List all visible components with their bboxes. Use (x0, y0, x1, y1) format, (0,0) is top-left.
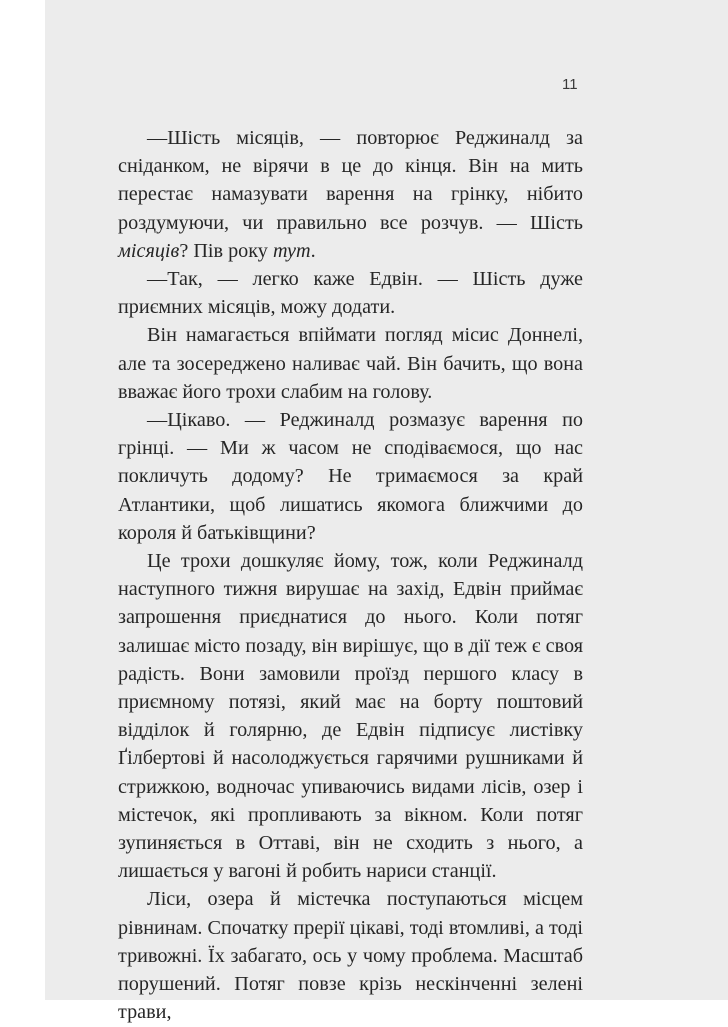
paragraph-6 (118, 885, 583, 1026)
paragraph-text: Він намагається впіймати погляд місис Доннелі, але та зосереджено наливає чай. Він бачить, що вона вважає його трохи слабим на голову. (118, 324, 583, 403)
paragraph-text: Ліси, озера й містечка поступаються місцем рівнинам. Спочатку прерії цікаві, тоді втомливі, а тоді тривожні. Їх забагато, ось у чому проблема. Масштаб порушений. Потяг повзе крізь нескінченні зелені трави, (118, 888, 583, 1024)
emphasis-text: місяців (118, 239, 180, 262)
body-text (118, 124, 583, 1027)
paragraph-1 (118, 124, 583, 265)
paragraph-3 (118, 321, 583, 406)
paragraph-2 (118, 265, 583, 321)
page-number: 11 (562, 76, 578, 93)
paragraph-text: —Так, — легко каже Едвін. — Шість дуже приємних місяців, можу додати. (118, 268, 583, 319)
emphasis-text: тут (272, 239, 311, 262)
paragraph-text: ? Пів року (179, 239, 273, 262)
paragraph-text: . (310, 239, 316, 262)
paragraph-text: Це трохи дошкуляє йому, тож, коли Реджиналд наступного тижня вирушає на захід, Едвін приймає запрошення приєднатися до нього. Коли потяг залишає місто позаду, він вирішує, що в дії теж є своя радість. Вони замовили проїзд першого класу в приємному потязі, який має на борту поштовий відділок й голярню, де Едвін підписує листівку Ґілбертові й насолоджується гарячими рушниками й стрижкою, водночас упиваючись видами лісів, озер і містечок, які пропливають за вікном. Коли потяг зупиняється в Оттаві, він не сходить з нього, а лишається у вагоні й робить нариси станції. (118, 550, 583, 883)
paragraph-text: —Шість місяців, — повторює Реджиналд за сніданком, не вірячи в це до кінця. Він на мить перестає намазувати варення на грінку, нібито роздумуючи, чи правильно все розчув. — Шість (118, 127, 583, 234)
paragraph-5 (118, 547, 583, 885)
paragraph-text: —Цікаво. — Реджиналд розмазує варення по грінці. — Ми ж часом не сподіваємося, що нас покличуть додому? Не тримаємося за край Атлантики, щоб лишатись якомога ближчими до короля й батьківщини? (118, 409, 583, 544)
paragraph-4 (118, 406, 583, 547)
